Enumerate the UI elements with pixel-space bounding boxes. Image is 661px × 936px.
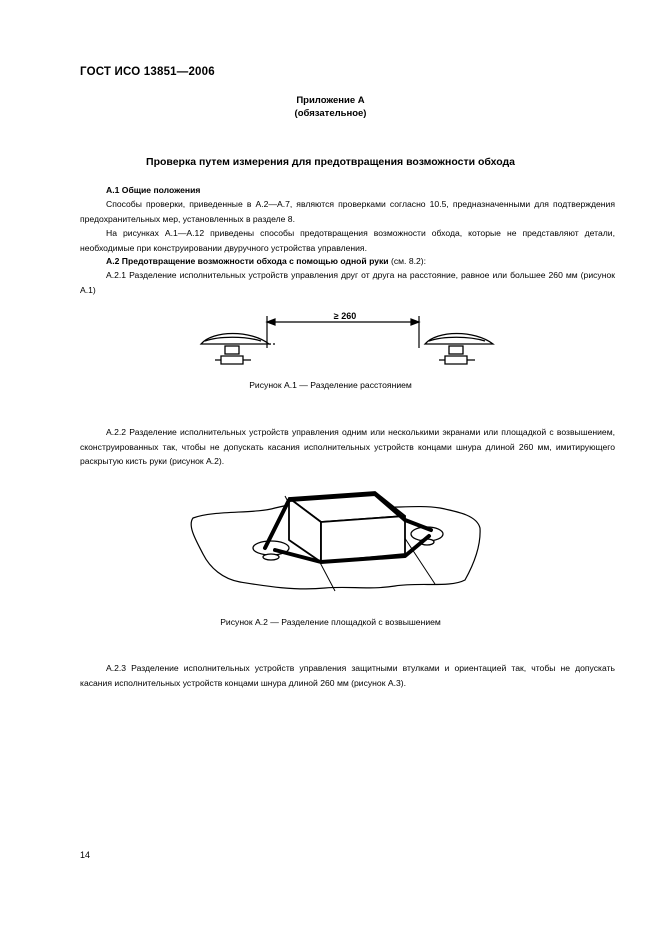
a1-heading-text: Общие положения bbox=[121, 185, 201, 195]
a1-heading-number: А.1 bbox=[106, 185, 120, 195]
annex-title: Приложение А bbox=[296, 95, 365, 106]
figure-a2-caption: Рисунок А.2 — Разделение площадкой с возвышением bbox=[220, 617, 441, 627]
figure-a1-drawing bbox=[195, 308, 495, 378]
page-number: 14 bbox=[80, 850, 91, 860]
document-header: ГОСТ ИСО 13851—2006 bbox=[80, 66, 215, 78]
a2-heading-number: А.2 bbox=[106, 256, 120, 266]
a1-heading bbox=[80, 183, 615, 198]
annex-subtitle: (обязательное) bbox=[294, 108, 367, 119]
a2-heading-suffix: (см. 8.2): bbox=[388, 256, 427, 266]
a22-paragraph: А.2.2 Разделение исполнительных устройств управления одним или несколькими экранами или площадкой с возвышением, сконструированных так, чтобы не допускать касания исполнительных устройств концами шнура длиной 260 мм, имитирующего раскрытую кисть руки (рисунок А.2). bbox=[80, 427, 615, 466]
a21-paragraph: А.2.1 Разделение исполнительных устройств управления друг от друга на расстояние, равное или большее 260 мм (рисунок А.1) bbox=[80, 270, 615, 295]
figure-a1-caption: Рисунок А.1 — Разделение расстоянием bbox=[249, 380, 412, 390]
a23-paragraph: А.2.3 Разделение исполнительных устройств управления защитными втулками и ориентацией так, чтобы не допускать касания исполнительных устройств концами шнура длиной 260 мм (рисунок А.3). bbox=[80, 663, 615, 688]
figure-a2-drawing bbox=[185, 470, 485, 600]
right-control-button bbox=[425, 334, 493, 365]
left-control-button bbox=[201, 334, 275, 365]
section-title: Проверка путем измерения для предотвращения возможности обхода bbox=[146, 156, 515, 168]
dimension-label: ≥ 260 bbox=[333, 311, 357, 321]
a1-paragraph-1: Способы проверки, приведенные в А.2—А.7, являются проверками согласно 10.5, предназначенными для подтверждения предохранительных мер, установленных в разделе 8. bbox=[80, 199, 615, 224]
a2-heading-text: Предотвращение возможности обхода с помощью одной руки bbox=[121, 256, 389, 266]
a2-heading bbox=[80, 254, 615, 269]
a1-paragraph-2: На рисунках А.1—А.12 приведены способы предотвращения возможности обхода, которые не представляют детали, необходимые при конструировании двуручного устройства управления. bbox=[80, 228, 615, 253]
